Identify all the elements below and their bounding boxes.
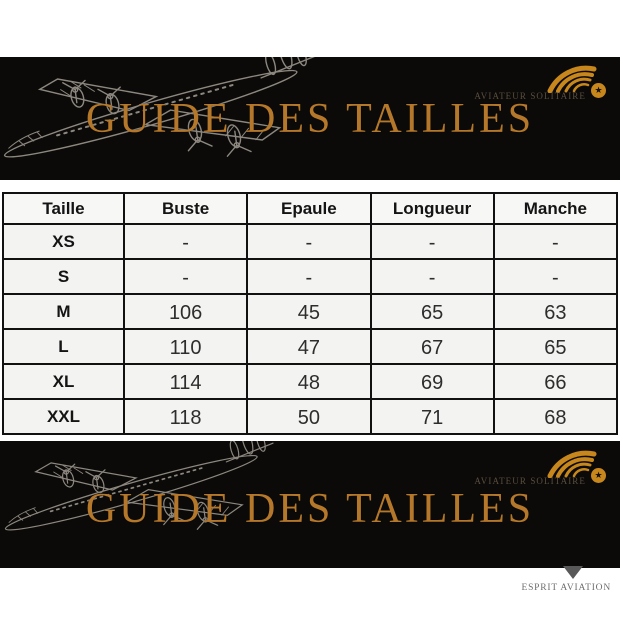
down-triangle-icon <box>563 566 583 579</box>
brand-logo <box>472 61 612 105</box>
size-guide-title: GUIDE DES TAILLES <box>85 486 535 532</box>
header-taille: Taille <box>3 193 124 224</box>
header-buste: Buste <box>124 193 247 224</box>
epaule-cell: - <box>247 224 370 259</box>
manche-cell: - <box>494 259 617 294</box>
epaule-cell: 45 <box>247 294 370 329</box>
table-row-xl <box>3 364 617 399</box>
epaule-cell: - <box>247 259 370 294</box>
star-roundel-icon: ★ <box>591 468 606 483</box>
manche-cell: 66 <box>494 364 617 399</box>
table-header-row <box>3 193 617 224</box>
bottom-banner <box>0 441 620 568</box>
size-cell: XXL <box>3 399 124 434</box>
buste-cell: - <box>124 259 247 294</box>
longueur-cell: 67 <box>371 329 494 364</box>
table-row-xxl <box>3 399 617 434</box>
table-row-s <box>3 259 617 294</box>
buste-cell: 114 <box>124 364 247 399</box>
size-guide-title: GUIDE DES TAILLES <box>85 96 535 142</box>
longueur-cell: 71 <box>371 399 494 434</box>
size-cell: L <box>3 329 124 364</box>
manche-cell: 65 <box>494 329 617 364</box>
buste-cell: 106 <box>124 294 247 329</box>
brand-name: AVIATEUR SOLITAIRE <box>474 91 586 101</box>
brand-name: AVIATEUR SOLITAIRE <box>474 476 586 486</box>
buste-cell: - <box>124 224 247 259</box>
buste-cell: 110 <box>124 329 247 364</box>
longueur-cell: - <box>371 259 494 294</box>
buste-cell: 118 <box>124 399 247 434</box>
header-manche: Manche <box>494 193 617 224</box>
footer-brand-text: ESPRIT AVIATION <box>521 583 611 593</box>
size-cell: S <box>3 259 124 294</box>
size-cell: M <box>3 294 124 329</box>
top-banner <box>0 57 620 180</box>
table-row-m <box>3 294 617 329</box>
size-table <box>2 192 618 435</box>
header-epaule: Epaule <box>247 193 370 224</box>
brand-logo <box>472 446 612 490</box>
header-longueur: Longueur <box>371 193 494 224</box>
longueur-cell: - <box>371 224 494 259</box>
manche-cell: 63 <box>494 294 617 329</box>
longueur-cell: 69 <box>371 364 494 399</box>
manche-cell: 68 <box>494 399 617 434</box>
longueur-cell: 65 <box>371 294 494 329</box>
size-cell: XL <box>3 364 124 399</box>
table-row-xs <box>3 224 617 259</box>
star-roundel-icon: ★ <box>591 83 606 98</box>
manche-cell: - <box>494 224 617 259</box>
epaule-cell: 48 <box>247 364 370 399</box>
epaule-cell: 50 <box>247 399 370 434</box>
epaule-cell: 47 <box>247 329 370 364</box>
table-row-l <box>3 329 617 364</box>
size-cell: XS <box>3 224 124 259</box>
